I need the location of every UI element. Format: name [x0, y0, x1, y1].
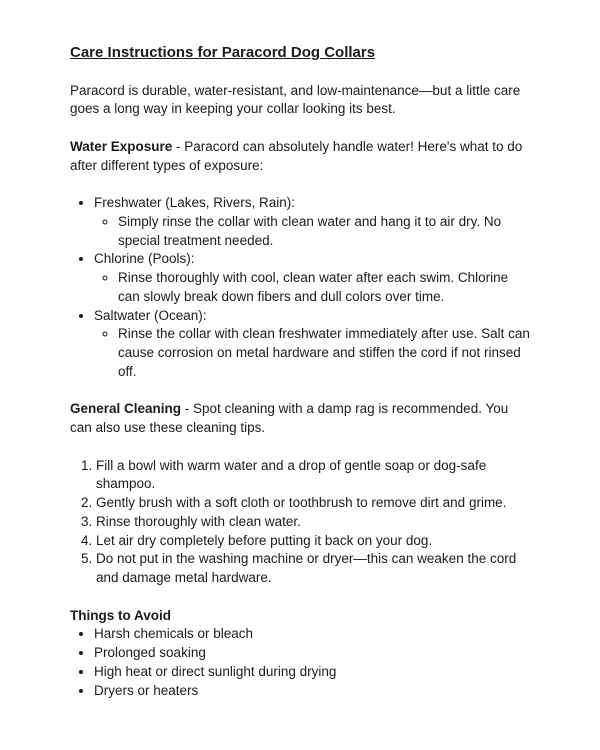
water-exposure-list: [70, 194, 530, 382]
list-item-detail-text: Simply rinse the collar with clean water and hang it to air dry. No special treatment needed.: [118, 213, 502, 248]
chlorine-sub-list: [94, 269, 530, 307]
list-item-freshwater: [94, 194, 530, 250]
water-exposure-heading: Water Exposure: [70, 138, 173, 154]
list-item-chlorine: [94, 250, 530, 306]
avoid-item: [94, 663, 530, 682]
avoid-item-text: Prolonged soaking: [94, 645, 206, 660]
avoid-item: [94, 682, 530, 701]
list-item-label: Chlorine (Pools):: [94, 251, 195, 267]
cleaning-step-text: Let air dry completely before putting it back on your dog.: [96, 532, 433, 548]
list-item-detail-text: Rinse the collar with clean freshwater immediately after use. Salt can cause corrosion on metal hardware and stiffen the cord if not rinsed off.: [118, 326, 530, 379]
cleaning-step: [96, 513, 530, 532]
saltwater-sub-list: [94, 325, 530, 381]
intro-paragraph: Paracord is durable, water-resistant, and low-maintenance—but a little care goes a long way in keeping your collar looking its best.: [70, 82, 521, 117]
list-item-label: Saltwater (Ocean):: [94, 307, 207, 323]
avoid-item-text: Dryers or heaters: [94, 682, 199, 698]
avoid-item: [94, 625, 530, 644]
cleaning-steps-list: [70, 457, 530, 588]
cleaning-step-text: Do not put in the washing machine or dryer—this can weaken the cord and damage metal hardware.: [96, 551, 517, 585]
cleaning-step-text: Gently brush with a soft cloth or toothbrush to remove dirt and grime.: [96, 495, 507, 510]
list-item-detail: [118, 325, 530, 381]
cleaning-step: [96, 457, 530, 495]
list-item-detail: [118, 213, 530, 251]
avoid-item-text: High heat or direct sunlight during drying: [94, 663, 337, 679]
general-cleaning-text: - Spot cleaning with a damp rag is recommended. You can also use these cleaning tips.: [70, 401, 509, 435]
list-item-detail: [118, 269, 530, 307]
things-to-avoid-heading: Things to Avoid: [70, 607, 171, 623]
document-title: Care Instructions for Paracord Dog Collars: [70, 44, 376, 61]
cleaning-step: [96, 550, 530, 588]
general-cleaning-heading: General Cleaning: [70, 401, 182, 417]
water-exposure-paragraph: [70, 138, 530, 176]
cleaning-step-text: Rinse thoroughly with clean water.: [96, 513, 301, 529]
cleaning-step: [96, 494, 530, 513]
freshwater-sub-list: [94, 213, 530, 251]
cleaning-step: [96, 532, 530, 551]
water-exposure-text: - Paracord can absolutely handle water! Here's what to do after different types of exposure:: [70, 138, 523, 173]
list-item-label: Freshwater (Lakes, Rivers, Rain):: [94, 195, 296, 210]
things-to-avoid-paragraph: [70, 607, 530, 626]
list-item-detail-text: Rinse thoroughly with cool, clean water after each swim. Chlorine can slowly break down fibers and dull colors over time.: [118, 270, 509, 304]
avoid-item: [94, 644, 530, 663]
things-to-avoid-list: [70, 625, 530, 700]
general-cleaning-paragraph: [70, 400, 530, 438]
list-item-saltwater: [94, 307, 530, 382]
avoid-item-text: Harsh chemicals or bleach: [94, 626, 254, 642]
cleaning-step-text: Fill a bowl with warm water and a drop of gentle soap or dog-safe shampoo.: [96, 457, 487, 492]
